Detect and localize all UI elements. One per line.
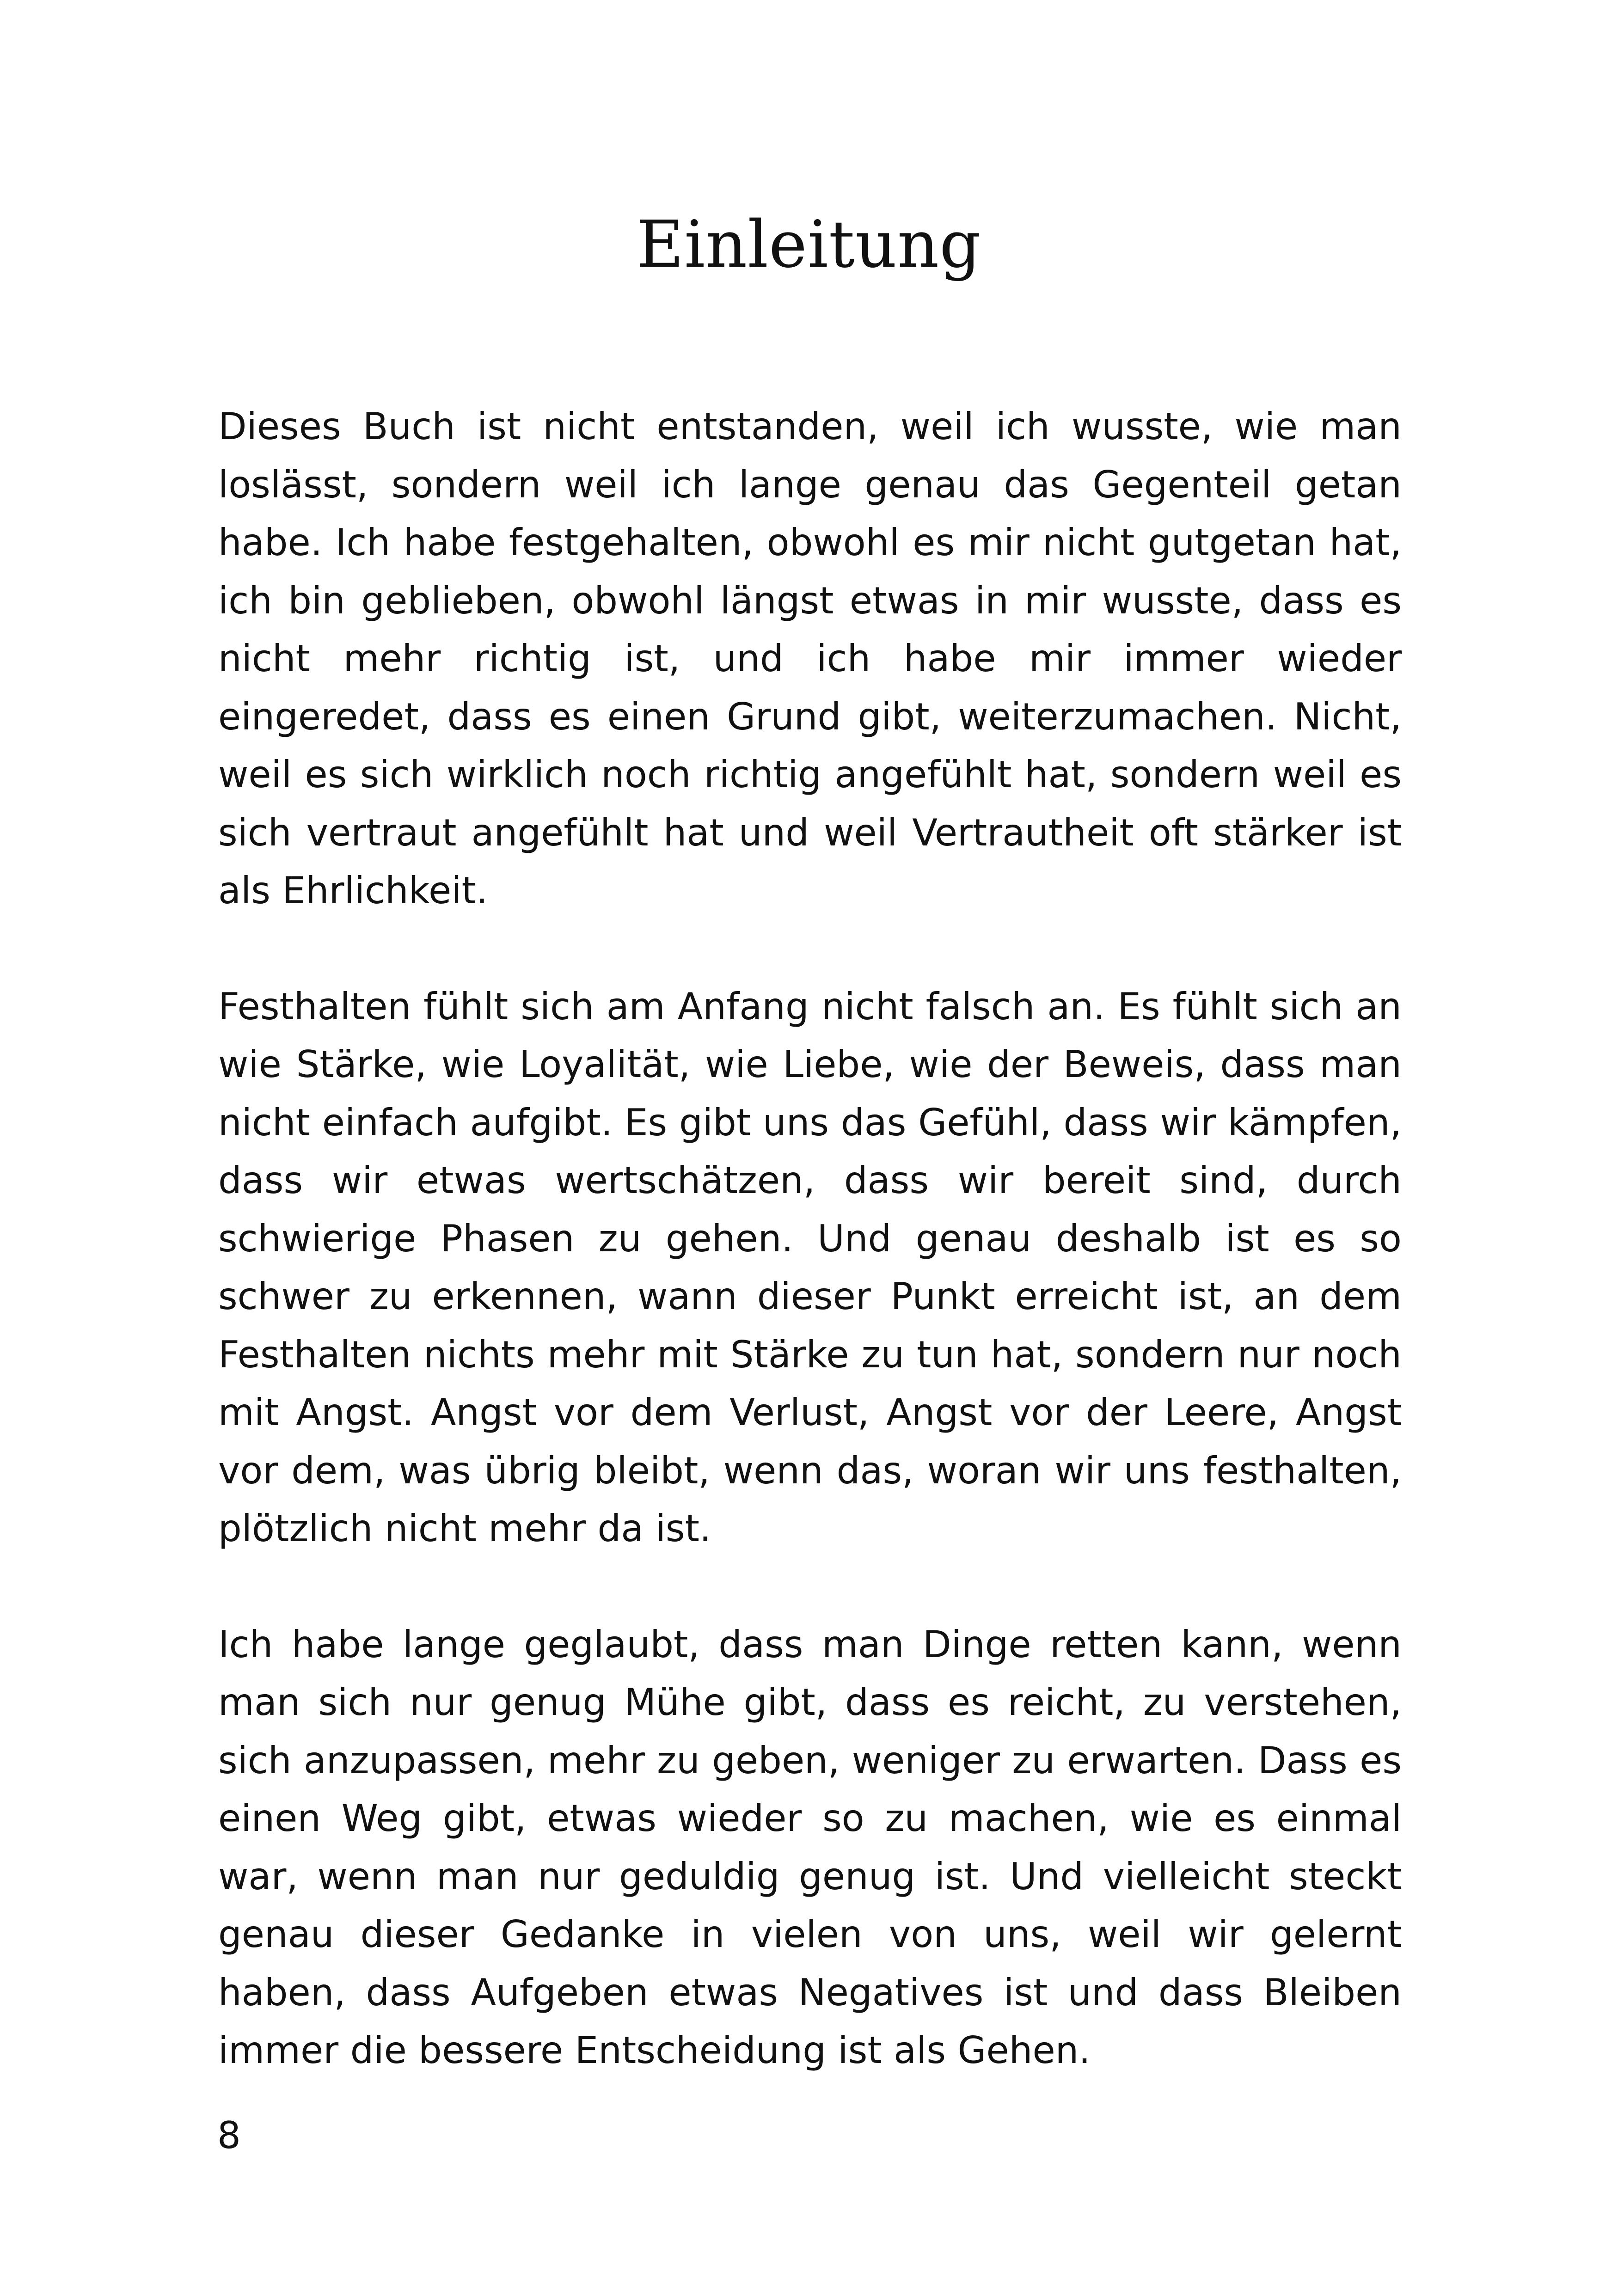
paragraph-2: Festhalten fühlt sich am Anfang nicht falsch an. Es fühlt sich an wie Stärke, wie Loyalität, wie Liebe, wie der Beweis, dass man nicht einfach aufgibt. Es gibt uns das Gefühl, dass wir kämpfen, dass wir etwas wertschätzen, dass wir bereit sind, durch schwierige Phasen zu gehen. Und genau deshalb ist es so schwer zu erkennen, wann dieser Punkt erreicht ist, an dem Festhalten nichts mehr mit Stärke zu tun hat, sondern nur noch mit Angst. Angst vor dem Verlust, Angst vor der Leere, Angst vor dem, was übrig bleibt, wenn das, woran wir uns festhalten, plötzlich nicht mehr da ist. xyxy=(218,985,1402,1550)
paragraph-1: Dieses Buch ist nicht entstanden, weil ich wusste, wie man loslässt, sondern weil ich lange genau das Gegenteil getan habe. Ich habe festgehalten, obwohl es mir nicht gutgetan hat, ich bin geblieben, obwohl längst etwas in mir wusste, dass es nicht mehr richtig ist, und ich habe mir immer wieder eingeredet, dass es einen Grund gibt, weiterzumachen. Nicht, weil es sich wirklich noch richtig angefühlt hat, sondern weil es sich vertraut angefühlt hat und weil Vertrautheit oft stärker ist als Ehrlichkeit. xyxy=(218,405,1402,912)
body-text xyxy=(218,398,1402,2080)
paragraph-3: Ich habe lange geglaubt, dass man Dinge retten kann, wenn man sich nur genug Mühe gibt, dass es reicht, zu verstehen, sich anzupassen, mehr zu geben, weniger zu erwarten. Dass es einen Weg gibt, etwas wieder so zu machen, wie es einmal war, wenn man nur geduldig genug ist. Und vielleicht steckt genau dieser Gedanke in vielen von uns, weil wir gelernt haben, dass Aufgeben etwas Negatives ist und dass Bleiben immer die bessere Entscheidung ist als Gehen. xyxy=(218,1623,1402,2072)
page-title: Einleitung xyxy=(637,207,981,282)
page-number: 8 xyxy=(217,2114,241,2157)
